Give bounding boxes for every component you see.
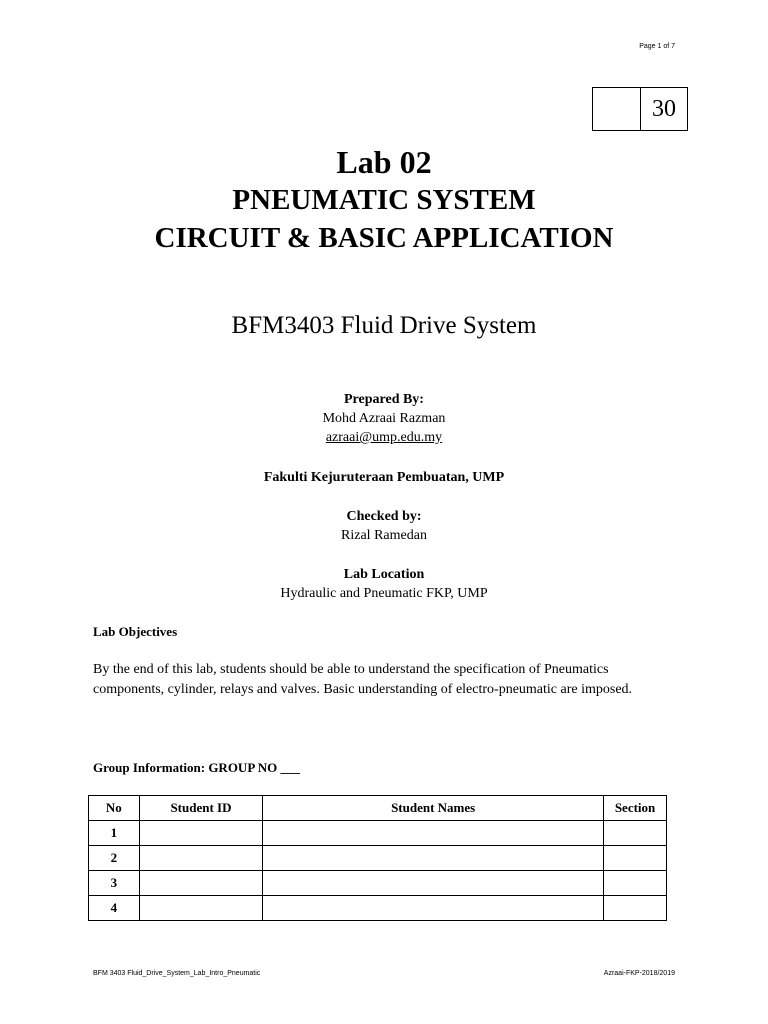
student-id-cell[interactable] (139, 896, 262, 921)
header-student-id: Student ID (139, 796, 262, 821)
preparer-email-link[interactable]: azraai@ump.edu.my (325, 430, 443, 445)
student-id-cell[interactable] (139, 871, 262, 896)
course-title: BFM3403 Fluid Drive System (231, 312, 537, 339)
lab-objectives-heading: Lab Objectives (93, 624, 178, 639)
checked-by-label: Checked by: (346, 509, 422, 524)
lab-number-title: Lab 02 (336, 144, 432, 180)
table-row (89, 871, 667, 896)
row-number: 3 (89, 871, 140, 896)
section-cell[interactable] (604, 871, 667, 896)
lab-location-label: Lab Location (343, 567, 425, 582)
section-cell[interactable] (604, 846, 667, 871)
section-cell[interactable] (604, 896, 667, 921)
student-id-cell[interactable] (139, 846, 262, 871)
header-section: Section (604, 796, 667, 821)
student-table (88, 795, 667, 921)
footer-document-name: BFM 3403 Fluid_Drive_System_Lab_Intro_Pneumatic (93, 970, 261, 977)
student-id-cell[interactable] (139, 821, 262, 846)
row-number: 1 (89, 821, 140, 846)
header-student-names: Student Names (263, 796, 604, 821)
checked-by-block (0, 507, 768, 545)
score-box (592, 87, 688, 131)
header-no: No (89, 796, 140, 821)
section-cell[interactable] (604, 821, 667, 846)
student-name-cell[interactable] (263, 821, 604, 846)
table-row (89, 896, 667, 921)
table-row (89, 846, 667, 871)
table-row (89, 821, 667, 846)
lab-location-block (0, 565, 768, 603)
prepared-by-label: Prepared By: (344, 392, 424, 407)
row-number: 2 (89, 846, 140, 871)
faculty-block (0, 468, 768, 487)
preparer-name: Mohd Azraai Razman (322, 411, 446, 426)
title-line-2: CIRCUIT & BASIC APPLICATION (154, 222, 614, 254)
prepared-by-block (0, 390, 768, 447)
student-name-cell[interactable] (263, 896, 604, 921)
checker-name: Rizal Ramedan (341, 528, 427, 543)
group-information-heading: Group Information: GROUP NO ___ (93, 760, 301, 775)
lab-location-value: Hydraulic and Pneumatic FKP, UMP (280, 586, 488, 601)
student-name-cell[interactable] (263, 871, 604, 896)
faculty-name: Fakulti Kejuruteraan Pembuatan, UMP (263, 470, 505, 485)
page-number: Page 1 of 7 (639, 43, 675, 50)
row-number: 4 (89, 896, 140, 921)
score-value: 30 (652, 95, 676, 122)
document-title (0, 143, 768, 257)
footer-author-year: Azraai-FKP-2018/2019 (603, 970, 675, 977)
table-header-row (89, 796, 667, 821)
title-line-1: PNEUMATIC SYSTEM (232, 184, 536, 216)
student-name-cell[interactable] (263, 846, 604, 871)
score-blank-cell[interactable] (593, 88, 641, 130)
lab-objectives-text: By the end of this lab, students should be able to understand the specification of Pneumatics components, cylinder, relays and valves. Basic understanding of electro-pneumatic are imposed. (93, 662, 633, 697)
